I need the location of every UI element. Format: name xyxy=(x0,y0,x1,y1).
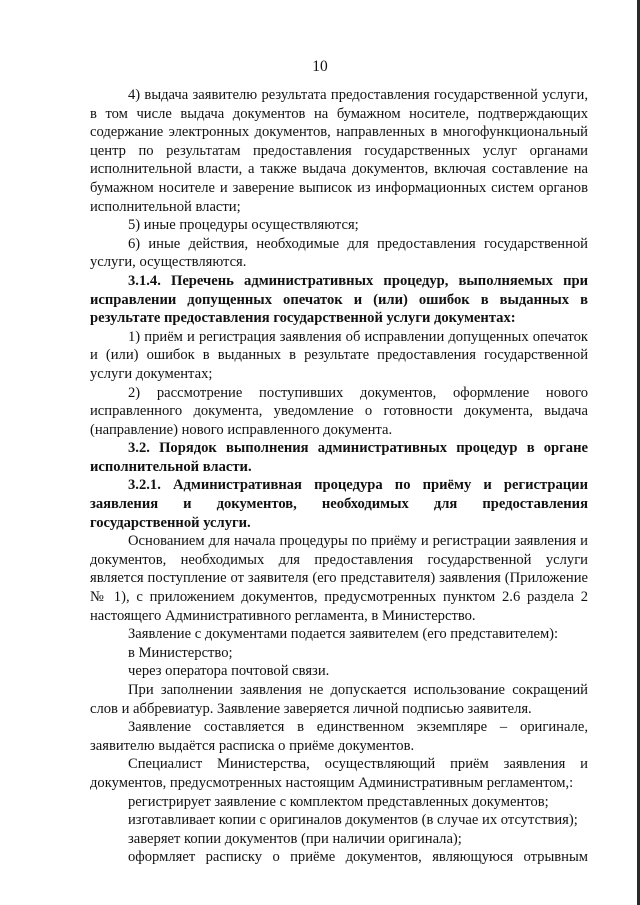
paragraph-correction-step-1: 1) приём и регистрация заявления об исправлении допущенных опечаток и (или) ошибок в выданных в результате предоставления государственной услуги документах; xyxy=(90,328,588,382)
paragraph-correction-step-2: 2) рассмотрение поступивших документов, оформление нового исправленного документа, уведомление о готовности документа, выдача (направление) нового исправленного документа. xyxy=(90,384,588,438)
list-item-ministry: в Министерство; xyxy=(128,644,233,661)
paragraph-submission-methods: Заявление с документами подается заявителем (его представителем): xyxy=(128,626,559,643)
document-body xyxy=(90,86,588,867)
list-item-registers-application: регистрирует заявление с комплектом представленных документов; xyxy=(128,793,549,810)
paragraph-item-6-other-actions: 6) иные действия, необходимые для предоставления государственной услуги, осуществляются. xyxy=(90,235,588,271)
paragraph-item-4-issuance: 4) выдача заявителю результата предоставления государственной услуги, в том числе выдача документов на бумажном носителе, подтверждающих содержание электронных документов, направленных в многофункциональный центр по результатам предоставления государственных услуг органами исполнительной власти, а также выдача документов, включая составление на бумажном носителе и заверение выписок из информационных систем органов исполнительной власти; xyxy=(90,87,588,215)
paragraph-specialist-duties: Специалист Министерства, осуществляющий приём заявления и документов, предусмотренных настоящим Административным регламентом,: xyxy=(90,756,588,791)
list-item-issues-receipt: оформляет расписку о приёме документов, являющуюся отрывным xyxy=(128,849,588,866)
section-heading-3-2: 3.2. Порядок выполнения административных процедур в органе исполнительной власти. xyxy=(90,440,588,475)
page-number: 10 xyxy=(312,58,328,75)
section-heading-3-1-4: 3.1.4. Перечень административных процедур, выполняемых при исправлении допущенных опечаток и (или) ошибок в выданных в результате предоставления государственной услуги документах: xyxy=(90,272,588,327)
paragraph-item-5-other-procedures: 5) иные процедуры осуществляются; xyxy=(128,217,359,234)
list-item-postal-operator: через оператора почтовой связи. xyxy=(128,663,330,680)
paragraph-single-copy: Заявление составляется в единственном экземпляре – оригинале, заявителю выдаётся расписка о приёме документов. xyxy=(90,719,588,754)
section-heading-3-2-1: 3.2.1. Административная процедура по приёму и регистрации заявления и документов, необходимых для предоставления государственной услуги. xyxy=(90,477,588,531)
list-item-makes-copies: изготавливает копии с оригиналов документов (в случае их отсутствия); xyxy=(128,812,578,829)
list-item-certifies-copies: заверяет копии документов (при наличии оригинала); xyxy=(128,830,462,847)
paragraph-filling-rules: При заполнении заявления не допускается использование сокращений слов и аббревиатур. Заявление заверяется личной подписью заявителя. xyxy=(90,682,588,717)
paragraph-basis-for-procedure: Основанием для начала процедуры по приёму и регистрации заявления и документов, необходимых для предоставления государственной услуги является поступление от заявителя (его представителя) заявления (Приложение № 1), с приложением документов, предусмотренных пунктом 2.6 раздела 2 настоящего Административного регламента, в Министерство. xyxy=(90,533,588,624)
